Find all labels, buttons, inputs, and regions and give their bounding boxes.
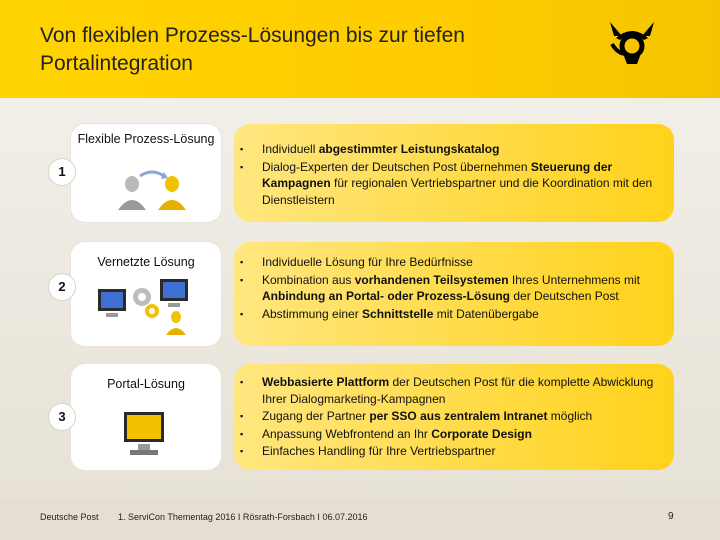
users-exchange-icon (110, 170, 200, 214)
bullet-bold-text: vorhandenen Teilsystemen (354, 272, 509, 287)
bullet-text: Individuelle Lösung für Ihre Bedürfnisse (262, 255, 473, 269)
bullet-bold-text: Webbasierte Plattform (262, 375, 390, 389)
bullet-item (262, 254, 662, 271)
bullet-item (262, 272, 662, 305)
number-badge-2: 2 (48, 273, 76, 301)
bullet-text: für regionalen Vertriebspartner und die Koordination mit den Dienstleistern (262, 176, 653, 207)
bullet-item (262, 443, 662, 460)
bullet-text: Abstimmung einer (262, 306, 363, 321)
footer-event: 1. ServiCon Thementag 2016 I Rösrath-Forsbach I 06.07.2016 (118, 512, 368, 522)
bullet-list-2 (262, 254, 662, 323)
bullet-text: der Deutschen Post (510, 289, 619, 303)
portal-computer-icon (122, 410, 166, 458)
bullet-item (262, 159, 662, 209)
bullet-text: Dialog-Experten der Deutschen Post übernehmen (262, 159, 531, 174)
network-computers-icon (96, 275, 192, 337)
bullet-text: der Deutschen Post für die komplette Abwicklung Ihrer Dialogmarketing-Kampagnen (262, 375, 654, 406)
bullet-item (262, 306, 662, 323)
card-label-2: Vernetzte Lösung (97, 255, 195, 269)
bullet-bold-text: Schnittstelle (362, 306, 434, 321)
bullet-text: Kombination aus (262, 272, 355, 287)
bullet-text: Individuell (262, 142, 319, 156)
bullet-bold-text: per SSO aus zentralem Intranet (369, 409, 548, 423)
slide-title: Von flexiblen Prozess-Lösungen bis zur tiefen Portalintegration (40, 24, 465, 75)
bullet-text: Einfaches Handling für Ihre Vertriebspartner (262, 444, 496, 458)
number-badge-3: 3 (48, 403, 76, 431)
bullet-item (262, 426, 662, 443)
bullet-text: Anpassung Webfrontend an Ihr (262, 426, 432, 441)
bullet-item (262, 408, 662, 425)
bullet-list-3 (262, 374, 662, 461)
bullet-text: Ihres Unternehmens mit (508, 272, 640, 287)
footer-brand: Deutsche Post (40, 512, 99, 522)
bullet-text: mit Datenübergabe (433, 306, 539, 321)
bullet-bold-text: Corporate Design (431, 426, 532, 441)
post-horn-logo-icon (604, 14, 660, 70)
bullet-item (262, 374, 662, 407)
bullet-text: möglich (547, 409, 593, 423)
bullet-bold-text: Steuerung der Kampagnen (262, 159, 613, 190)
bullet-text: Zugang der Partner (262, 409, 370, 423)
number-badge-1: 1 (48, 158, 76, 186)
bullet-list-1 (262, 141, 662, 209)
card-label-3: Portal-Lösung (107, 377, 185, 391)
page-number: 9 (668, 511, 674, 522)
bullet-bold-text: abgestimmter Leistungskatalog (318, 142, 500, 156)
bullet-item (262, 141, 662, 158)
bullet-bold-text: Anbindung an Portal- oder Prozess-Lösung (262, 289, 511, 303)
card-label-1: Flexible Prozess-Lösung (77, 132, 215, 146)
